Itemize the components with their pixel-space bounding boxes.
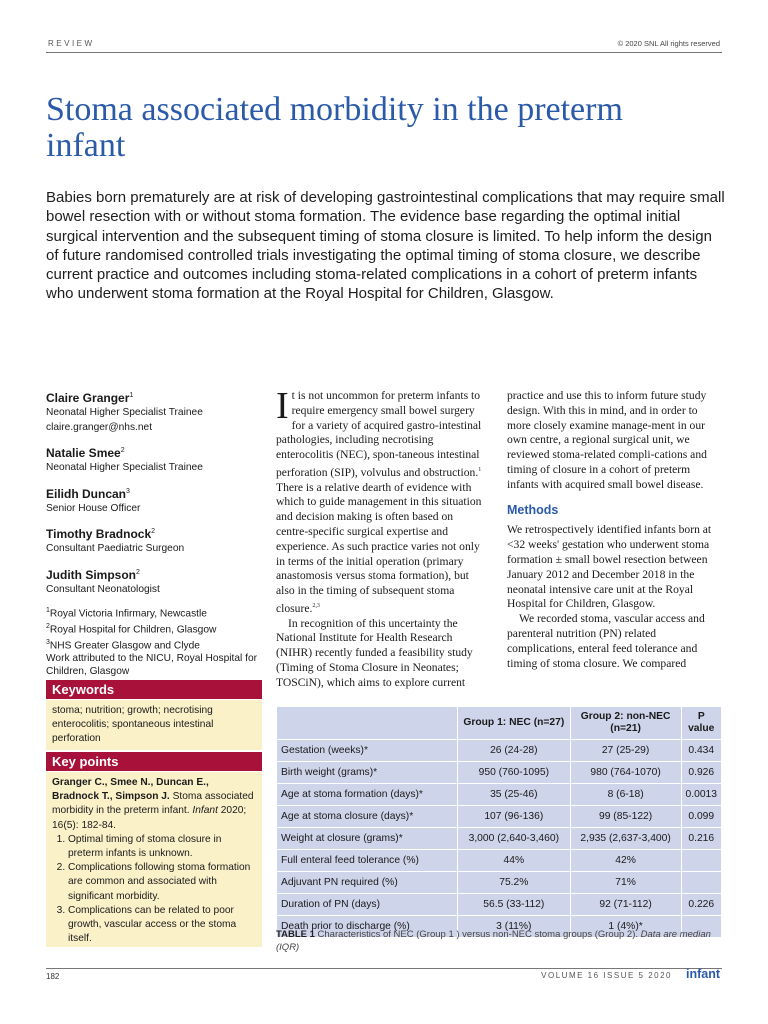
key-point-item: 2. Complications following stoma formation are common and associated with significant morbidity.: [68, 861, 256, 904]
author-name: Judith Simpson: [46, 567, 136, 582]
table-row: Duration of PN (days) 56.5 (33-112) 92 (71-112) 0.226: [277, 894, 722, 916]
author-affil-sup: 1: [129, 392, 134, 399]
author-list: [46, 388, 261, 678]
author-affil-sup: 3: [126, 487, 130, 495]
body-column-1: [276, 385, 488, 691]
author-name: Eilidh Duncan: [46, 486, 127, 501]
author-role: Consultant Neonatologist: [46, 583, 160, 595]
caption-label: TABLE 1: [276, 929, 315, 940]
author-entry: [46, 388, 261, 435]
body-paragraph: In recognition of this uncertainty the National Institute for Health Research (NIHR) recently funded a feasibility study (Timing of Stoma Closure in Neonates; TOSCiN), which aims to explore current: [276, 616, 473, 689]
key-point-item: 3. Complications can be related to poor growth, vascular access or the stoma itself.: [68, 904, 256, 947]
body-paragraph: We retrospectively identified infants born at <32 weeks' gestation who underwent stoma formation ± small bowel resection between January 2012 and December 2018 in the neonatal intensive care unit at the Royal Hospital for Children, Glasgow.: [507, 523, 712, 611]
top-divider: [46, 52, 722, 53]
affiliation: $^1$Royal Victoria Infirmary, Newcastle: [46, 607, 207, 620]
author-name: Timothy Bradnock: [46, 527, 152, 541]
table-row: Age at stoma formation (days)* 35 (25-46) 8 (6-18) 0.0013: [277, 784, 722, 806]
reference-sup: 1: [478, 466, 482, 473]
body-paragraph: We recorded stoma, vascular access and parenteral nutrition (PN) related complications, enteral feed tolerance and timing of stoma closure. We compared: [507, 612, 705, 670]
table-header-cell: P value: [681, 707, 722, 740]
table-caption: TABLE 1 Characteristics of NEC (Group 1 ) versus non-NEC stoma groups (Group 2). Data are median (IQR): [276, 929, 711, 953]
table-row: Full enteral feed tolerance (%) 44% 42%: [277, 850, 722, 872]
intro-paragraph: It is not uncommon for preterm infants to require emergency small bowel surgery for a variety of acquired gastro-intestinal pathologies, including necrotising enterocolitis (NEC), spon-taneous intestinal perforation (SIP), volvulus and obstruction.$^1$ There is a relative dearth of evidence with which to guide management in this situation and decision making is often based on centre-specific surgical expertise and experience. As such practice varies not only in terms of the initial operation (primary anastomosis versus stoma formation), but also in the timing of subsequent stoma closure.$^{2,3}$: [276, 385, 482, 615]
table-row: Age at stoma closure (days)* 107 (96-136) 99 (85-122) 0.099: [277, 806, 722, 828]
author-entry: [46, 484, 261, 517]
author-role: Neonatal Higher Specialist Trainee: [46, 462, 203, 473]
author-email: claire.granger@nhs.net: [46, 421, 153, 433]
key-points-list: [52, 833, 256, 947]
author-entry: [46, 565, 261, 598]
key-points-heading: Key points: [46, 752, 262, 771]
characteristics-table: [276, 706, 722, 938]
author-name: Natalie Smee: [46, 446, 121, 460]
key-points-citation: Granger C., Smee N., Duncan E., Bradnock T., Simpson J. Stoma associated morbidity in the preterm infant. Infant 2020; 16(5): 182-84.: [52, 777, 254, 831]
keywords-heading: Keywords: [46, 680, 262, 699]
section-label: REVIEW: [48, 39, 95, 48]
reference-sup: 2,3: [312, 603, 320, 610]
table-header-cell: Group 1: NEC (n=27): [457, 707, 570, 740]
author-affil-sup: 2: [120, 447, 125, 454]
body-paragraph: practice and use this to inform future study design. With this in mind, and in order to more closely examine manage-ment in our own centre, a regional surgical unit, we reviewed stoma-related compli-cations and timing of closure in a cohort of preterm infants with acquired small bowel disease.: [507, 389, 707, 491]
table-row: Birth weight (grams)* 950 (760-1095) 980 (764-1070) 0.926: [277, 762, 722, 784]
article-title: Stoma associated morbidity in the preterm infant: [46, 91, 623, 164]
keywords-text: stoma; nutrition; growth; necrotising enterocolitis; spontaneous intestinal perforation: [46, 700, 262, 750]
key-points-body: [46, 772, 262, 947]
table-header-row: [277, 707, 722, 740]
table-row: Death prior to discharge (%) 3 (11%) 1 (4%)*: [277, 916, 722, 938]
affiliations: [46, 605, 261, 678]
methods-heading: Methods: [507, 502, 559, 517]
author-name: Claire Granger: [46, 391, 130, 405]
author-affil-sup: 2: [151, 528, 156, 535]
author-role: Consultant Paediatric Surgeon: [46, 543, 185, 554]
copyright-notice: © 2020 SNL All rights reserved: [617, 39, 720, 48]
author-role: Neonatal Higher Specialist Trainee: [46, 407, 203, 418]
affiliation: $^3$NHS Greater Glasgow and Clyde: [46, 638, 200, 652]
affiliation: $^2$Royal Hospital for Children, Glasgow: [46, 622, 217, 636]
author-affil-sup: 2: [136, 568, 140, 576]
bottom-divider: [46, 968, 722, 969]
table-row: Weight at closure (grams)* 3,000 (2,640-3,460) 2,935 (2,637-3,400) 0.216: [277, 828, 722, 850]
table-header-cell: [277, 707, 458, 740]
drop-cap: I: [276, 385, 289, 427]
body-column-2: [507, 389, 721, 671]
attribution: Work attributed to the NICU, Royal Hospital for Children, Glasgow: [46, 652, 258, 677]
author-role: Senior House Officer: [46, 502, 141, 514]
table-row: Gestation (weeks)* 26 (24-28) 27 (25-29) 0.434: [277, 740, 722, 762]
table-header-cell: Group 2: non-NEC (n=21): [570, 707, 681, 740]
volume-issue: VOLUME 16 ISSUE 5 2020: [541, 971, 672, 980]
key-point-item: 1. Optimal timing of stoma closure in preterm infants is unknown.: [68, 833, 256, 861]
article-lead: Babies born prematurely are at risk of developing gastrointestinal complications that may require small bowel resection with or without stoma formation. The evidence base regarding the optimal initial surgical intervention and the subsequent timing of stoma closure is limited. To help inform the design of future randomised controlled trials investigating the optimal timing of stoma closure, we describe current practice and outcomes including stoma-related complications in a cohort of preterm infants who underwent stoma formation at the Royal Hospital for Children, Glasgow.: [46, 189, 725, 303]
author-entry: [46, 524, 261, 557]
journal-logo: infant: [685, 967, 720, 981]
author-entry: [46, 443, 261, 476]
table-row: Adjuvant PN required (%) 75.2% 71%: [277, 872, 722, 894]
page-number: 182: [46, 972, 60, 981]
